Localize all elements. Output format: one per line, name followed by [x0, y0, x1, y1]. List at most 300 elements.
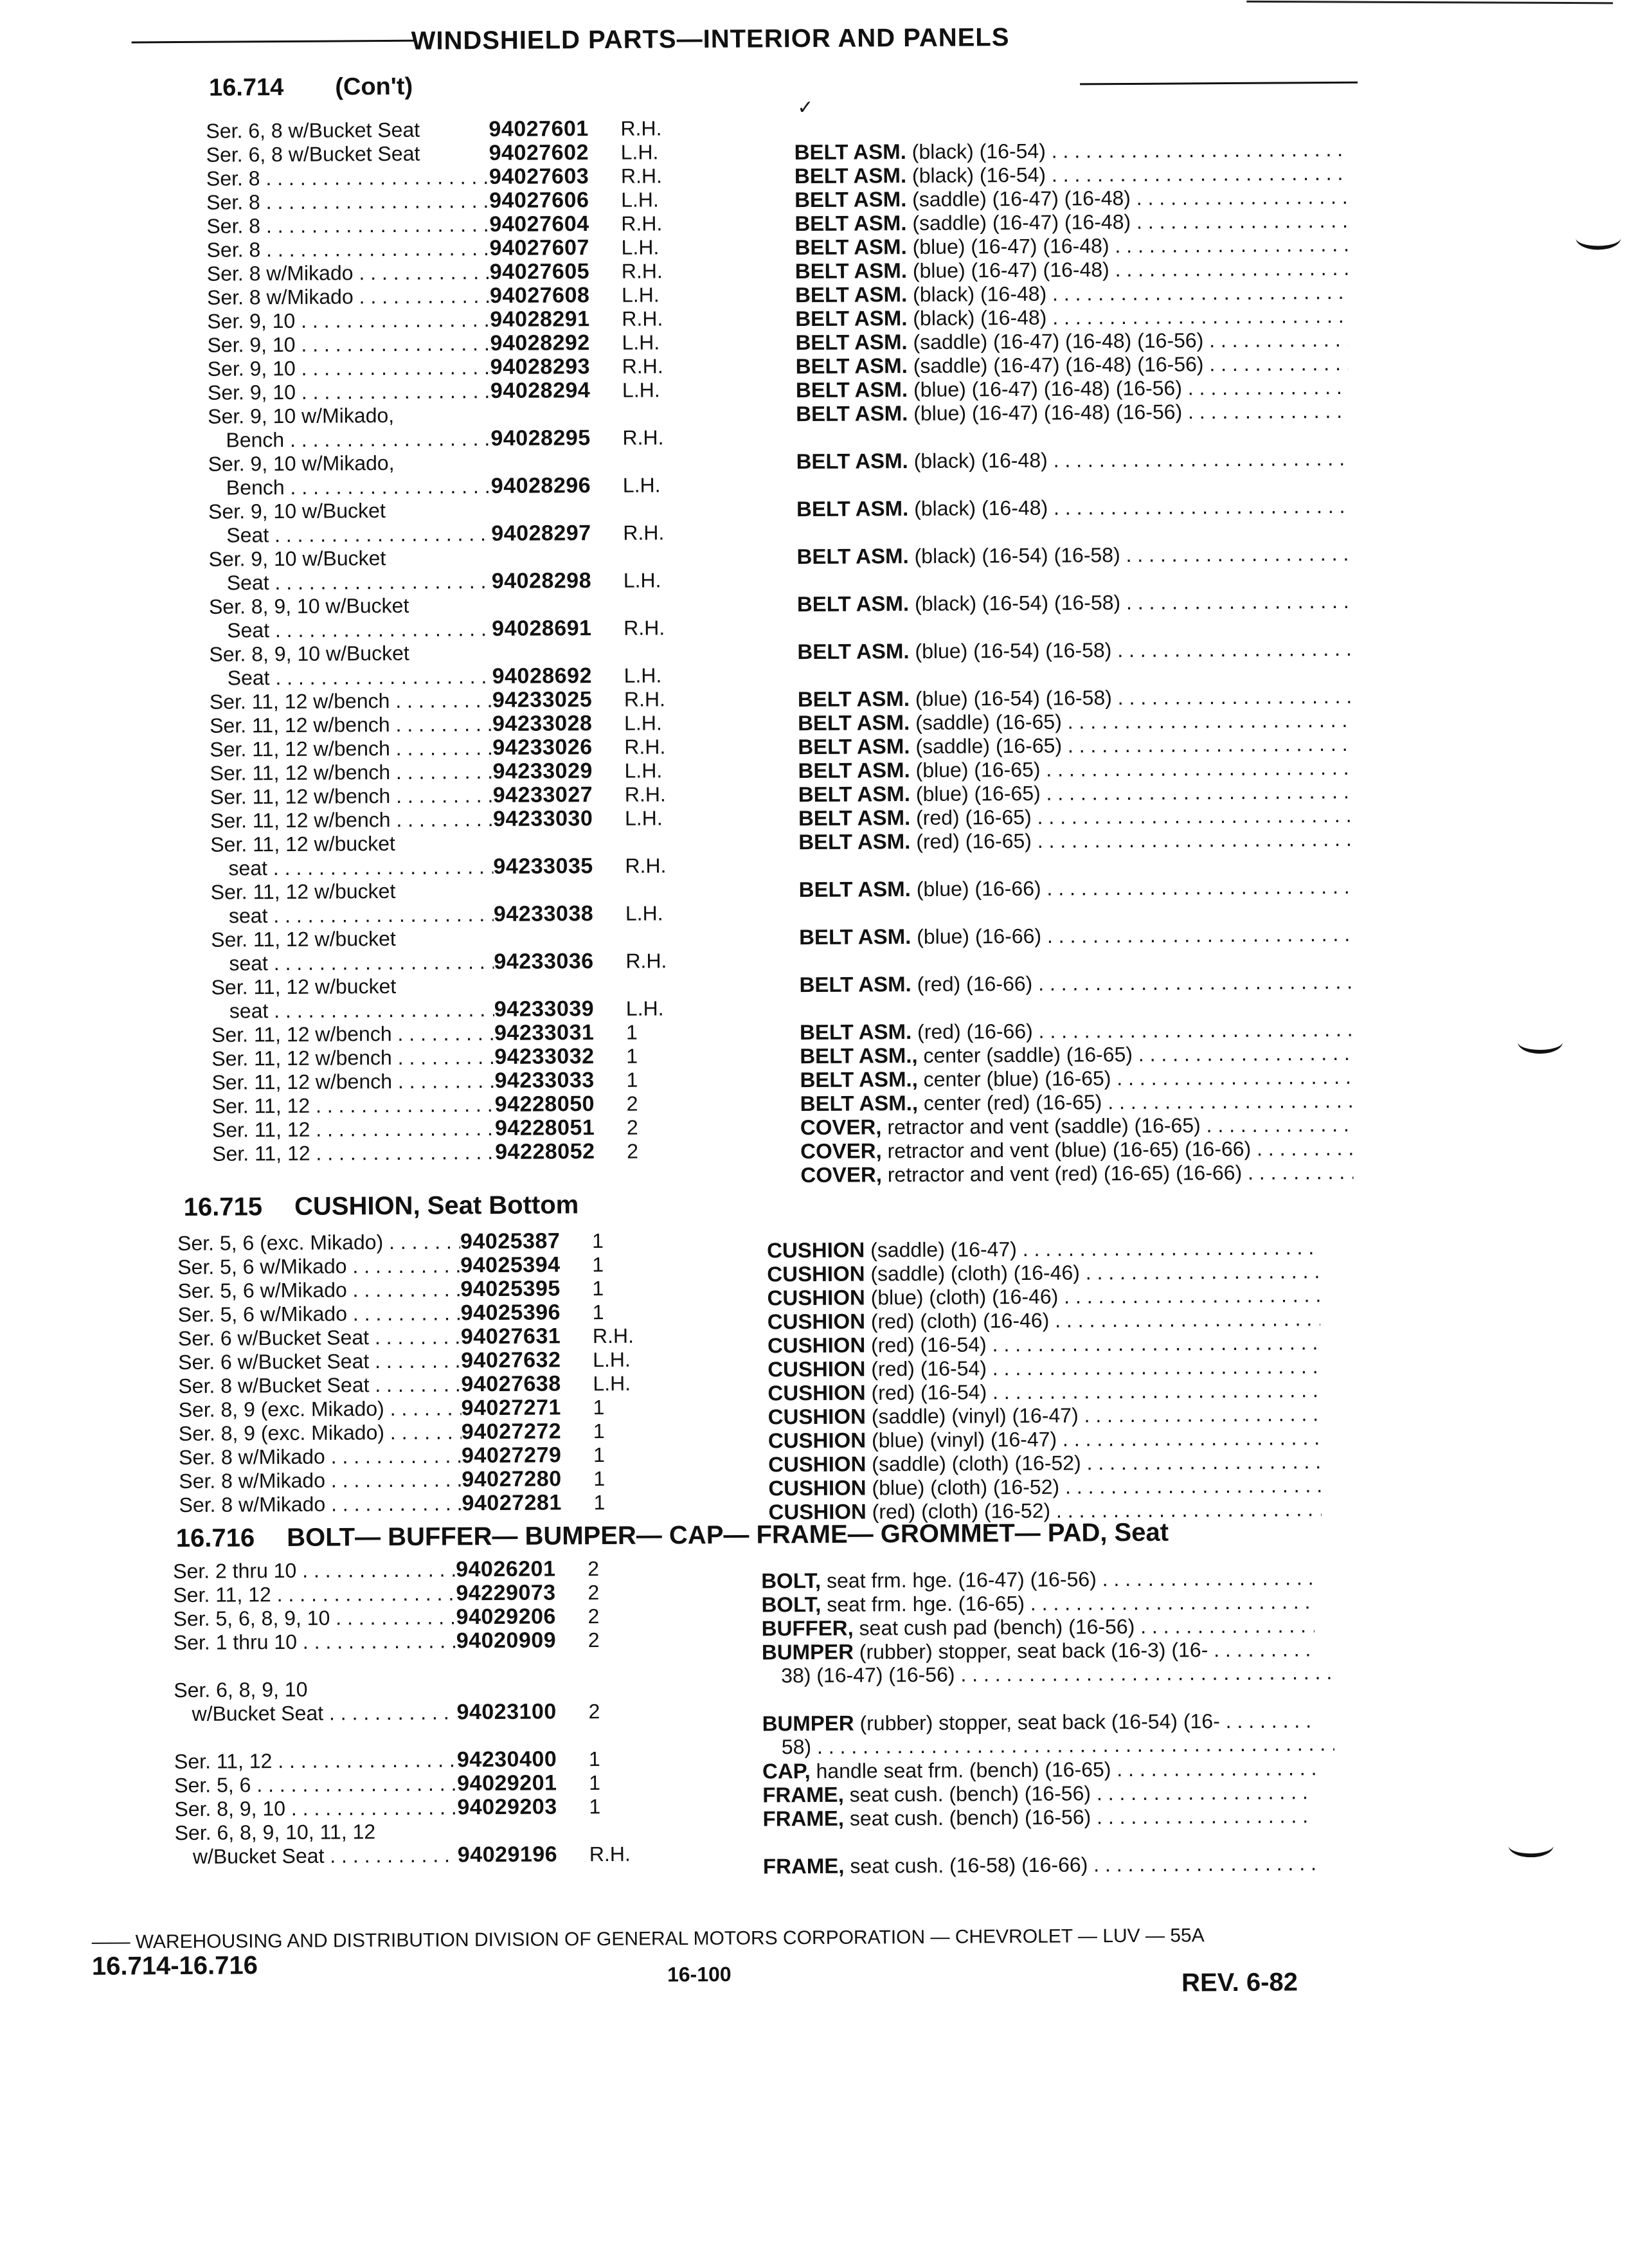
- part-number: 94027280: [462, 1466, 562, 1492]
- spacer: [796, 518, 1349, 544]
- item-description: (blue) (16-66) . . .: [917, 922, 1352, 948]
- list-item: [798, 684, 1351, 711]
- item-name: BELT ASM.: [794, 140, 906, 165]
- quantity: R.H.: [622, 354, 663, 378]
- item-description: (saddle) (16-65) . . .: [915, 708, 1351, 734]
- table-row: [174, 1795, 634, 1821]
- entry-description: Ser. 11, 12 . . .: [174, 1748, 457, 1774]
- quantity: L.H.: [624, 663, 662, 687]
- item-description: (red) (16-66) . . .: [917, 969, 1352, 996]
- entry-description: Ser. 5, 6 (exc. Mikado) . . .: [177, 1230, 460, 1256]
- entry-description: Ser. 6, 8 w/Bucket Seat: [206, 118, 420, 143]
- quantity: 1: [626, 1044, 638, 1068]
- item-description: (blue) (vinyl) (16-47) . . .: [872, 1425, 1321, 1452]
- item-name: BELT ASM.: [796, 591, 910, 616]
- list-item: [795, 232, 1347, 259]
- list-item: [761, 1589, 1314, 1616]
- spacer: [796, 422, 1349, 449]
- part-number: 94028297: [491, 521, 591, 546]
- left-column-16-715: [177, 1229, 639, 1517]
- part-number: 94029206: [456, 1604, 556, 1630]
- part-number: 94029203: [457, 1794, 557, 1820]
- part-number: 94028293: [490, 354, 591, 380]
- footer-page-number: 16-100: [667, 1962, 732, 1986]
- item-name: CUSHION: [767, 1261, 865, 1286]
- item-description: (blue) (16-65) . . .: [916, 779, 1351, 806]
- item-name: BELT ASM.: [798, 877, 911, 902]
- part-number: 94028692: [492, 663, 593, 689]
- entry-description: Ser. 9, 10 w/Bucket: [208, 499, 386, 523]
- entry-description: Ser. 9, 10 w/Mikado,: [208, 451, 395, 476]
- left-column-16-714: [206, 116, 672, 1166]
- list-item: [768, 1473, 1321, 1500]
- spacer: [174, 1724, 634, 1750]
- item-name: CUSHION: [768, 1380, 866, 1405]
- left-column-16-716: [173, 1557, 634, 1869]
- quantity: 1: [592, 1276, 604, 1300]
- list-item: [800, 1112, 1353, 1139]
- entry-description: Ser. 8, 9 (exc. Mikado) . . .: [179, 1420, 462, 1446]
- quantity: 1: [589, 1771, 601, 1795]
- quantity: R.H.: [624, 616, 665, 640]
- part-number: 94026201: [456, 1556, 556, 1582]
- entry-description: Ser. 6 w/Bucket Seat . . .: [178, 1349, 461, 1374]
- part-number: 94233026: [492, 735, 593, 760]
- section-number: 16.714: [208, 73, 284, 102]
- part-number: 94233035: [493, 854, 593, 879]
- quantity: 2: [588, 1557, 600, 1581]
- spacer: [800, 993, 1352, 1020]
- list-item: [795, 137, 1347, 164]
- entry-description-cont: Bench . . .: [208, 427, 490, 453]
- entry-description: Ser. 8 . . .: [206, 213, 489, 239]
- item-description: (black) (16-48) . . .: [914, 494, 1349, 520]
- item-description: (blue) (16-54) (16-58) . . .: [915, 684, 1351, 710]
- section-heading-16-716: [176, 1518, 1169, 1553]
- quantity: 1: [593, 1443, 605, 1467]
- item-name: BELT ASM.: [795, 354, 908, 379]
- part-number: 94228050: [494, 1092, 595, 1117]
- part-number: 94233027: [492, 782, 593, 808]
- item-name: CUSHION: [768, 1428, 866, 1453]
- list-item: [762, 1756, 1315, 1783]
- list-item: [799, 874, 1352, 901]
- table-row: [209, 568, 669, 595]
- table-row: [207, 283, 667, 309]
- list-item: [768, 1354, 1320, 1381]
- item-name: COVER,: [800, 1138, 882, 1164]
- table-row: [179, 1467, 638, 1493]
- quantity: R.H.: [624, 687, 665, 711]
- quantity: R.H.: [623, 521, 665, 544]
- list-item: [795, 327, 1348, 354]
- quantity: L.H.: [593, 1371, 631, 1396]
- part-number: 94027281: [462, 1490, 562, 1516]
- table-row: [210, 687, 669, 714]
- list-item: [798, 708, 1351, 735]
- item-name: BELT ASM.: [799, 924, 911, 950]
- quantity: 1: [626, 1068, 638, 1092]
- entry-description: Ser. 8 w/Mikado . . .: [179, 1468, 462, 1493]
- table-row: [210, 711, 669, 737]
- table-row: [206, 164, 666, 190]
- quantity: R.H.: [625, 949, 667, 973]
- item-name: BELT ASM.: [799, 972, 911, 997]
- quantity: 2: [588, 1700, 600, 1724]
- item-name: BELT ASM.: [798, 710, 910, 735]
- item-description: (saddle) (16-47) (16-48) (16-56) . . .: [913, 351, 1349, 377]
- item-description: seat cush. (bench) (16-56) . . .: [850, 1779, 1316, 1806]
- item-description: seat cush. (16-58) (16-66) . . .: [850, 1851, 1316, 1877]
- item-description: (red) (cloth) (16-46) . . .: [871, 1306, 1320, 1333]
- list-item: [796, 351, 1349, 378]
- entry-description: Ser. 11, 12 w/bench . . .: [211, 1069, 494, 1095]
- entry-description: Ser. 5, 6 w/Mikado . . .: [177, 1277, 460, 1303]
- part-number: 94028691: [492, 616, 592, 642]
- item-description: (blue) (16-65) . . .: [916, 755, 1351, 782]
- list-item: [768, 1330, 1320, 1357]
- item-name: CUSHION: [767, 1238, 865, 1263]
- list-item: [795, 184, 1347, 212]
- quantity: 2: [588, 1605, 600, 1628]
- entry-description: Ser. 9, 10 . . .: [207, 308, 490, 334]
- quantity: R.H.: [620, 164, 663, 188]
- table-row: [206, 116, 665, 143]
- part-number: 94233031: [494, 1020, 595, 1046]
- table-row: [173, 1557, 633, 1583]
- table-row: [212, 1139, 672, 1166]
- part-number: 94029196: [457, 1842, 558, 1868]
- item-name: CUSHION: [768, 1499, 866, 1524]
- item-name: BELT ASM.: [795, 235, 907, 260]
- page-title: WINDSHIELD PARTS—INTERIOR AND PANELS: [411, 23, 1010, 55]
- table-row: [177, 1253, 637, 1279]
- table-row: [210, 735, 669, 761]
- spacer: [763, 1827, 1335, 1854]
- item-name: FRAME,: [762, 1806, 845, 1831]
- item-description: (saddle) (cloth) (16-52) . . .: [872, 1449, 1321, 1475]
- item-description: (saddle) (cloth) (16-46) . . .: [870, 1259, 1320, 1285]
- entry-description-cont: seat . . .: [211, 903, 494, 928]
- table-row: [210, 759, 669, 785]
- part-number: 94027602: [489, 140, 589, 166]
- table-row: [211, 1044, 671, 1070]
- item-name: BELT ASM.: [795, 187, 907, 212]
- part-number: 94025396: [460, 1300, 561, 1326]
- entry-description: Ser. 8, 9, 10 w/Bucket: [208, 593, 409, 618]
- quantity: 2: [626, 1092, 638, 1115]
- item-description: (black) (16-54) (16-58) . . .: [914, 541, 1349, 568]
- tick-mark: ✓: [797, 96, 814, 119]
- quantity: L.H.: [625, 901, 663, 925]
- header-rule-right: [1080, 82, 1358, 86]
- entry-description: Ser. 9, 10 w/Mikado,: [208, 403, 395, 428]
- item-description: (blue) (16-47) (16-48) . . .: [913, 232, 1348, 258]
- part-number: 94027631: [460, 1324, 561, 1349]
- item-description: (blue) (16-47) (16-48) . . .: [913, 256, 1348, 282]
- entry-description: Ser. 8 . . .: [206, 237, 489, 262]
- item-name: BELT ASM.: [795, 282, 908, 307]
- list-item: [800, 1160, 1353, 1187]
- spacer: [762, 1684, 1334, 1711]
- section-heading-16-714: [209, 73, 413, 102]
- entry-description: Ser. 5, 6, 8, 9, 10 . . .: [174, 1605, 456, 1631]
- quantity: L.H.: [621, 283, 660, 307]
- list-item: [796, 494, 1349, 521]
- list-item: [762, 1637, 1315, 1664]
- quantity: 1: [625, 1020, 638, 1044]
- section-title: BOLT— BUFFER— BUMPER— CAP— FRAME— GROMMET— PAD, Seat: [287, 1518, 1169, 1553]
- part-number: 94028296: [490, 473, 591, 499]
- list-item: [768, 1449, 1321, 1476]
- list-item: [800, 1136, 1353, 1163]
- item-name: BELT ASM.: [795, 211, 907, 236]
- entry-description-cont: Seat . . .: [210, 665, 492, 690]
- footer-publisher-line: [92, 1925, 1205, 1954]
- list-item: [795, 303, 1348, 330]
- entry-description: Ser. 5, 6 w/Mikado . . .: [178, 1301, 461, 1327]
- item-description: (blue) (16-66) . . .: [917, 874, 1352, 901]
- item-description: (red) (16-54) . . .: [871, 1330, 1320, 1356]
- item-name: CUSHION: [768, 1475, 866, 1500]
- entry-description: Ser. 8, 9, 10 w/Bucket: [209, 641, 409, 666]
- section-number: 16.715: [183, 1192, 263, 1221]
- item-name: BELT ASM.,: [800, 1090, 919, 1116]
- part-number: 94027632: [461, 1347, 561, 1373]
- item-name: BELT ASM.: [795, 258, 908, 284]
- entry-description-cont: seat . . .: [210, 855, 493, 881]
- section-heading-16-715: [184, 1191, 579, 1222]
- entry-description: Ser. 11, 12 w/bench . . .: [211, 1022, 494, 1047]
- entry-description-cont: Seat . . .: [209, 570, 492, 595]
- table-row: [211, 996, 671, 1023]
- list-item: [799, 969, 1352, 996]
- table-row: [175, 1842, 634, 1869]
- table-row: [208, 521, 668, 547]
- list-item: [798, 803, 1351, 830]
- item-description: retractor and vent (saddle) (16-65) . . .: [887, 1112, 1353, 1138]
- entry-description: Ser. 8 . . .: [206, 165, 489, 191]
- list-item: [800, 1065, 1352, 1092]
- part-number: 94027601: [489, 116, 589, 142]
- quantity: L.H.: [620, 140, 659, 164]
- item-name: FRAME,: [762, 1782, 844, 1807]
- item-name: CAP,: [762, 1759, 811, 1783]
- footer-revision: REV. 6-82: [1181, 1968, 1298, 1997]
- entry-description: Ser. 8 w/Mikado . . .: [179, 1491, 462, 1517]
- entry-description: Ser. 8, 9 (exc. Mikado) . . .: [179, 1396, 462, 1422]
- part-number: 94027638: [461, 1371, 561, 1397]
- entry-description-cont: Seat . . .: [208, 522, 491, 548]
- list-item: [762, 1779, 1315, 1806]
- entry-description: Ser. 11, 12 w/bucket: [211, 926, 396, 951]
- item-name: BELT ASM.: [795, 306, 908, 331]
- list-item: [797, 589, 1350, 616]
- entry-description: Ser. 11, 12 w/bench . . .: [210, 712, 492, 738]
- entry-description-cont: Seat . . .: [209, 617, 492, 643]
- right-column-16-714: [795, 137, 1354, 1187]
- entry-description: Ser. 6, 8, 9, 10: [174, 1677, 308, 1702]
- item-name: BELT ASM.: [798, 829, 911, 854]
- list-item: [767, 1282, 1320, 1310]
- item-description: seat cush. (bench) (16-56) . . .: [850, 1803, 1316, 1830]
- item-description: center (blue) (16-65) . . .: [924, 1065, 1353, 1091]
- entry-description-cont: Bench . . .: [208, 474, 491, 500]
- table-row: [211, 1068, 671, 1094]
- item-name: FRAME,: [762, 1853, 845, 1878]
- table-row: [174, 1628, 633, 1655]
- list-item: [796, 375, 1349, 402]
- part-number: 94020909: [456, 1628, 557, 1653]
- quantity: R.H.: [621, 212, 663, 235]
- quantity: 1: [592, 1252, 604, 1277]
- item-description: (blue) (16-47) (16-48) (16-56) . . .: [913, 399, 1349, 425]
- item-name: BELT ASM.: [797, 687, 910, 712]
- spacer: [799, 898, 1352, 925]
- entry-description: Ser. 8 w/Mikado . . .: [179, 1444, 462, 1470]
- entry-description: Ser. 11, 12 w/bench . . .: [210, 784, 493, 809]
- list-item: [763, 1851, 1316, 1878]
- part-number: 94233036: [494, 949, 594, 975]
- part-number: 94029201: [457, 1770, 557, 1796]
- part-number: 94233033: [494, 1068, 595, 1094]
- entry-description: Ser. 9, 10 . . .: [208, 379, 490, 405]
- entry-description: Ser. 6 w/Bucket Seat . . .: [178, 1325, 461, 1351]
- item-name: BOLT,: [761, 1592, 821, 1617]
- quantity: R.H.: [589, 1842, 631, 1866]
- item-description: seat frm. hge. (16-47) (16-56) . . .: [827, 1565, 1314, 1592]
- part-number: 94027605: [489, 259, 590, 285]
- part-number: 94233038: [493, 901, 594, 927]
- entry-description: Ser. 9, 10 w/Bucket: [208, 546, 386, 571]
- part-number: 94025395: [460, 1276, 561, 1302]
- item-description: center (red) (16-65) . . .: [924, 1088, 1353, 1115]
- list-item: [796, 446, 1349, 473]
- item-name: CUSHION: [767, 1309, 866, 1334]
- list-item: [767, 1259, 1320, 1286]
- part-number: 94027607: [489, 235, 589, 261]
- part-number: 94027603: [489, 164, 589, 190]
- item-name: BELT ASM.: [798, 734, 910, 759]
- item-name: BELT ASM.,: [800, 1066, 918, 1092]
- quantity: L.H.: [593, 1347, 631, 1372]
- table-row: [212, 1115, 672, 1142]
- item-description: (red) (16-54) . . .: [871, 1378, 1320, 1404]
- item-description: (blue) (16-54) (16-58) . . .: [915, 636, 1350, 663]
- item-description: (saddle) (vinyl) (16-47) . . .: [872, 1401, 1321, 1428]
- item-description: (saddle) (16-47) (16-48) (16-56) . . .: [913, 327, 1348, 354]
- item-description: (black) (16-48) . . .: [914, 446, 1349, 473]
- entry-description: Ser. 8 w/Mikado . . .: [207, 260, 490, 286]
- entry-description: Ser. 1 thru 10 . . .: [174, 1629, 456, 1655]
- item-description: (saddle) (16-47) . . .: [870, 1235, 1320, 1261]
- item-description: (saddle) (16-47) (16-48) . . .: [912, 184, 1347, 211]
- list-item: [768, 1425, 1321, 1452]
- quantity: 1: [593, 1395, 605, 1419]
- table-row: [207, 330, 667, 357]
- list-item: [795, 161, 1347, 188]
- part-number: 94233030: [492, 806, 593, 832]
- entry-description: Ser. 2 thru 10 . . .: [173, 1558, 456, 1583]
- item-description: center (saddle) (16-65) . . .: [923, 1041, 1352, 1067]
- item-name: CUSHION: [768, 1356, 866, 1382]
- item-description: (blue) (16-47) (16-48) (16-56) . . .: [913, 375, 1349, 401]
- right-column-16-715: [767, 1235, 1322, 1524]
- item-name: BELT ASM.: [798, 782, 911, 807]
- table-row: [207, 259, 667, 285]
- item-description: seat cush pad (bench) (16-56) . . .: [859, 1613, 1315, 1639]
- part-number: 94028295: [490, 426, 591, 451]
- item-description: (red) (16-66) . . .: [917, 1017, 1352, 1043]
- spacer: [796, 470, 1349, 497]
- table-row: [177, 1277, 637, 1303]
- entry-description: Ser. 6, 8, 9, 10, 11, 12: [174, 1820, 376, 1845]
- entry-description: Ser. 11, 12 . . .: [212, 1117, 495, 1142]
- item-description: (red) (16-54) . . .: [871, 1354, 1320, 1380]
- spacer: [797, 565, 1350, 592]
- table-row: [179, 1443, 638, 1470]
- part-number: 94027271: [461, 1395, 562, 1421]
- entry-description-cont: w/Bucket Seat . . .: [174, 1700, 456, 1726]
- quantity: 1: [593, 1419, 605, 1443]
- part-number: 94233028: [492, 711, 593, 737]
- table-row: [177, 1229, 637, 1256]
- item-name: CUSHION: [768, 1404, 866, 1429]
- binding-mark: [1576, 226, 1621, 249]
- item-name: BELT ASM.: [796, 496, 909, 521]
- list-item: [797, 636, 1350, 663]
- list-item: [796, 399, 1349, 426]
- list-item: [798, 779, 1351, 806]
- part-number: 94229073: [456, 1580, 556, 1606]
- list-item: [762, 1732, 1334, 1759]
- list-item: [768, 1306, 1320, 1333]
- item-description: (blue) (cloth) (16-52) . . .: [872, 1473, 1321, 1499]
- spacer: [798, 851, 1351, 878]
- list-item: [798, 755, 1351, 782]
- entry-description: Ser. 5, 6 . . .: [174, 1772, 457, 1797]
- part-number: 94230400: [456, 1747, 557, 1772]
- item-description: (saddle) (16-65) . . .: [915, 732, 1351, 758]
- item-name: BELT ASM.: [799, 1020, 912, 1045]
- list-item: [798, 732, 1351, 759]
- spacer: [798, 660, 1351, 687]
- list-item: [795, 208, 1347, 235]
- table-row: [207, 307, 667, 333]
- spacer: [174, 1652, 633, 1679]
- table-row: [208, 426, 667, 452]
- item-description: (red) (16-65) . . .: [916, 827, 1351, 853]
- quantity: L.H.: [622, 473, 661, 497]
- quantity: L.H.: [622, 330, 660, 354]
- entry-description: Ser. 11, 12 . . .: [173, 1581, 456, 1607]
- table-row: [174, 1771, 634, 1797]
- list-item: [795, 280, 1348, 307]
- list-item: [762, 1613, 1315, 1640]
- table-row: [211, 1020, 671, 1047]
- entry-description: Ser. 8, 9, 10 . . .: [174, 1796, 457, 1821]
- quantity: 2: [588, 1628, 600, 1652]
- entry-description: Ser. 9, 10 . . .: [208, 356, 490, 381]
- item-description: (red) (16-65) . . .: [916, 803, 1351, 829]
- list-item: [798, 827, 1351, 854]
- part-number: 94027608: [489, 283, 590, 309]
- quantity: R.H.: [624, 735, 666, 759]
- quantity: R.H.: [592, 1324, 634, 1348]
- list-item: [799, 922, 1352, 949]
- item-description: (saddle) (16-47) (16-48) . . .: [912, 208, 1347, 235]
- item-description: (black) (16-54) . . .: [912, 137, 1347, 163]
